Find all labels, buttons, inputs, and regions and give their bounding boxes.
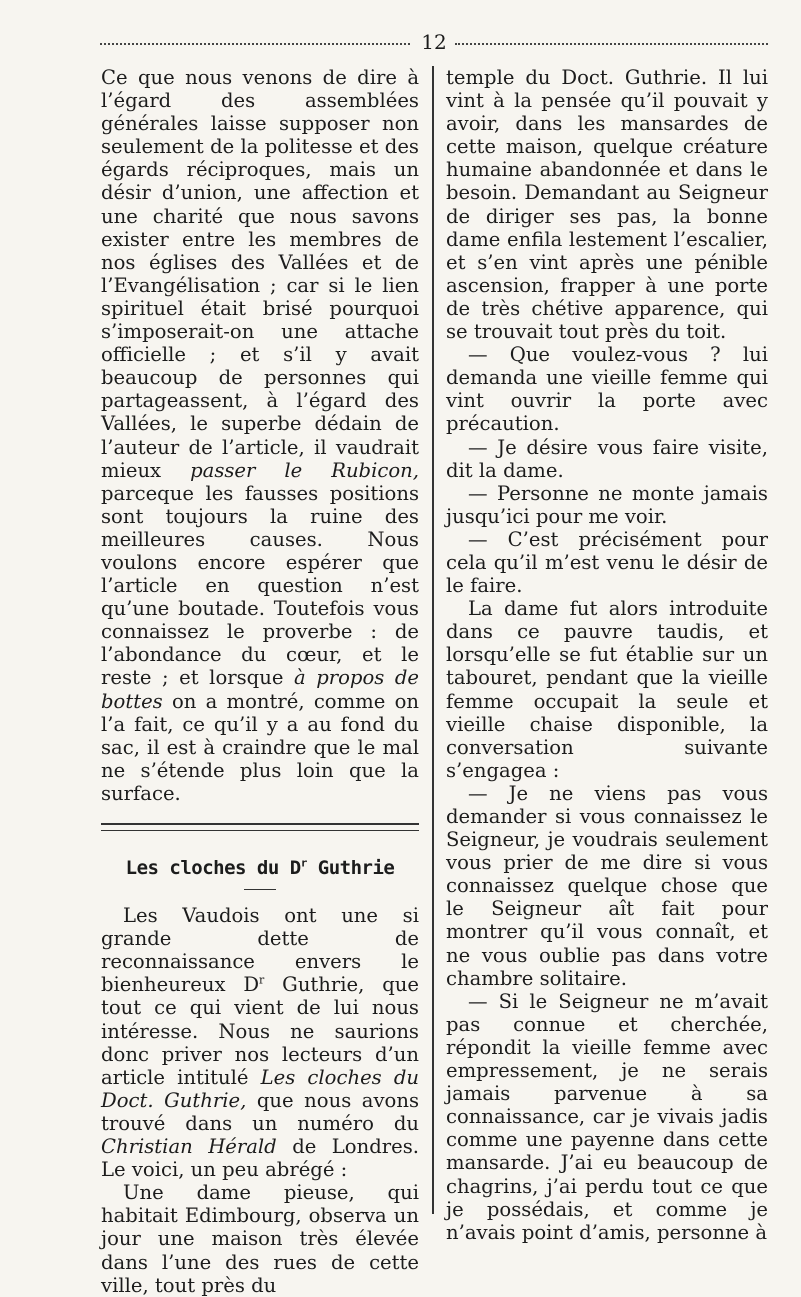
- title-superscript: r: [300, 856, 307, 870]
- paragraph: — Je désire vous faire visite, dit la dame.: [446, 435, 768, 482]
- italic-text: passer le Rubicon,: [190, 458, 419, 482]
- paragraph: La dame fut alors introduite dans ce pauvre taudis, et lorsqu’elle se fut établie sur un tabouret, pendant que la vieille femme occupait la seule et vieille chaise disponible, la conversation suivante s’engagea :: [446, 597, 768, 782]
- paragraph: [101, 66, 419, 805]
- paragraph: — Je ne viens pas vous demander si vous connaissez le Seigneur, je voudrais seulement vous prier de me dire si vous connaissez quelque chose que le Seigneur aît fait pour montrer qu’il vous connaît, et ne vous oublie pas dans votre chambre solitaire.: [446, 781, 768, 990]
- italic-text: Les cloches du Doct. Guthrie,: [101, 1065, 419, 1112]
- right-column: [446, 66, 768, 1244]
- column-divider: [432, 66, 434, 1214]
- text-run: parceque les fausses positions sont toujours la ruine des meilleures causes. Nous voulons encore espérer que l’article en question n’est qu’une boutade. Toutefois vous connaissez le proverbe : de l’abondance du cœur, et le reste ; et lorsque: [101, 481, 419, 690]
- paragraph: — Que voulez-vous ? lui demanda une vieille femme qui vint ouvrir la porte avec précaution.: [446, 343, 768, 436]
- text-run: Ce que nous venons de dire à l’égard des assemblées générales laisse supposer non seulement de la politesse et des égards réciproques, mais un désir d’union, une affection et une charité que nous savons exister entre les membres de nos églises des Vallées et de l’Evangélisation ; car si le lien spirituel était brisé pourquoi s’imposerait-on une attache officielle ; et s’il y avait beaucoup de personnes qui partageassent, à l’égard des Vallées, le superbe dédain de l’auteur de l’article, il vaudrait mieux: [101, 66, 419, 482]
- article-title: [101, 857, 419, 880]
- text-run: de Londres. Le voici, un peu abrégé :: [101, 1135, 419, 1182]
- paragraph: — Si le Seigneur ne m’avait pas connue et cherchée, répondit la vieille femme avec empressement, je ne serais jamais parvenue à sa connaissance, car je vivais jadis comme une payenne dans cette mansarde. J’ai eu beaucoup de chagrins, j’ai perdu tout ce que je possédais, et comme je n’avais point d’amis, personne à: [446, 989, 768, 1244]
- header-rule-left: [100, 43, 410, 45]
- superscript: r: [259, 973, 265, 987]
- title-text: Guthrie: [306, 857, 395, 879]
- paragraph: Une dame pieuse, qui habitait Edimbourg, observa un jour une maison très élevée dans l’une des rues de cette ville, tout près du: [101, 1181, 419, 1297]
- page-header: [100, 30, 768, 54]
- text-run: on a montré, comme on l’a fait, ce qu’il y a au fond du sac, il est à craindre que le mal ne s’étende plus loin que la surface.: [101, 689, 419, 805]
- text-run: Les Vaudois ont une si grande dette de reconnaissance envers le bienheureux D: [101, 904, 419, 997]
- paragraph: — C’est précisément pour cela qu’il m’est venu le désir de le faire.: [446, 527, 768, 598]
- paragraph: temple du Doct. Guthrie. Il lui vint à la pensée qu’il pouvait y avoir, dans les mansardes de cette maison, quelque créature humaine abandonnée et dans le besoin. Demandant au Seigneur de diriger ses pas, la bonne dame enfila lestement l’escalier, et s’en vint après une pénible ascension, frapper à une porte de très chétive apparence, qui se trouvait tout près du toit.: [446, 66, 768, 344]
- header-rule-right: [455, 43, 768, 45]
- paragraph: [101, 904, 419, 1181]
- paragraph: — Personne ne monte jamais jusqu’ici pour me voir.: [446, 481, 768, 528]
- text-run: que nous avons trouvé dans un numéro du: [101, 1088, 420, 1135]
- italic-text: Christian Hérald: [101, 1135, 277, 1159]
- italic-text: à propos de bottes: [101, 666, 419, 713]
- text-run: Guthrie, que tout ce qui vient de lui nous intéresse. Nous ne saurions donc priver nos lecteurs d’un article intitulé: [101, 973, 419, 1089]
- title-text: Les cloches du D: [125, 857, 301, 879]
- section-separator: [101, 823, 419, 831]
- title-underline: [244, 889, 276, 890]
- page-number: 12: [421, 30, 447, 54]
- left-column: [101, 66, 419, 1297]
